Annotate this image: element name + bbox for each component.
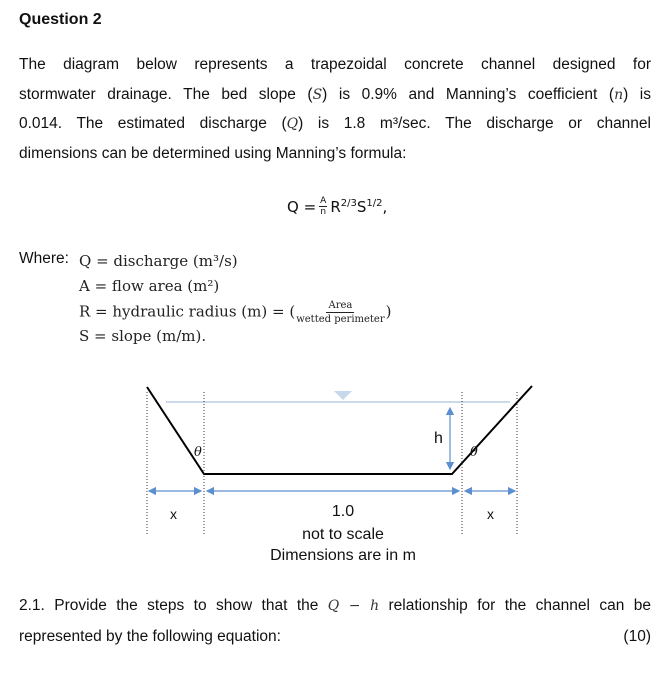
x-left-label: x [170, 506, 177, 522]
mannings-formula: Q = $\frac{A}{n}$ $R^{2/3}S^{1/2}$, [287, 196, 388, 217]
channel-outline [147, 386, 532, 474]
def-slope: S = slope (m/m). [79, 327, 207, 345]
channel-diagram [0, 370, 672, 570]
units-note: Dimensions are in m [270, 547, 416, 564]
h-label: h [434, 430, 443, 447]
where-label: Where: [19, 250, 69, 267]
q21-line-1: 2.1. Provide the steps to show that the Q − h relationship for the channel can be [19, 597, 651, 614]
marks-label: (10) [623, 627, 651, 645]
def-discharge: Q = discharge (m³/s) [79, 252, 238, 270]
def-hydraulic-radius: R = hydraulic radius (m) = ( $\frac{\text{Area}}{\text{wetted perimeter}}$ ) [79, 300, 392, 325]
q21-line-2: represented by the following equation: [19, 627, 281, 645]
intro-line-1: The diagram below represents a trapezoidal concrete channel designed for [19, 56, 651, 73]
intro-line-2: stormwater drainage. The bed slope (S) is 0.9% and Manning’s coefficient (n) is [19, 85, 652, 103]
intro-line-4: dimensions can be determined using Manning’s formula: [19, 144, 407, 162]
scale-note: not to scale [302, 526, 384, 543]
x-right-label: x [487, 506, 494, 522]
question-heading: Question 2 [19, 11, 102, 28]
intro-paragraph [19, 50, 651, 168]
def-flow-area: A = flow area (m²) [79, 277, 220, 295]
variable-definitions [79, 249, 392, 349]
bed-width-label: 1.0 [331, 503, 355, 520]
intro-line-3: 0.014. The estimated discharge (Q) is 1.8 m³/sec. The discharge or channel [19, 115, 651, 132]
question-2-1 [19, 591, 651, 651]
water-level-icon [334, 391, 352, 400]
theta-right-label: θ [470, 445, 478, 460]
theta-left-label: θ [194, 445, 202, 460]
formula-fraction: $\frac{A}{n}$ [320, 196, 327, 217]
